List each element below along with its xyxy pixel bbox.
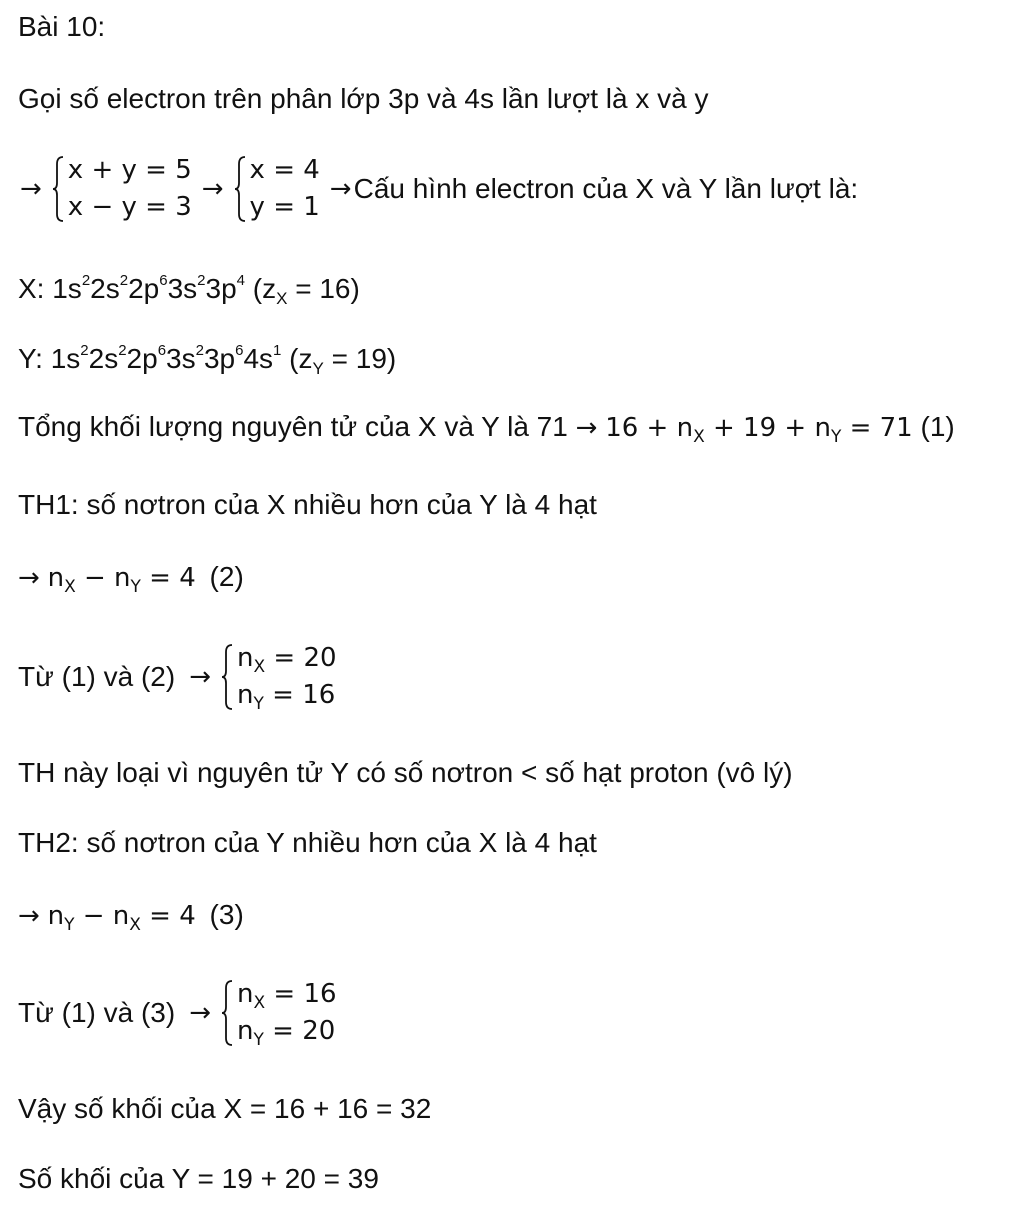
config-y-label: Y: — [18, 343, 51, 374]
case1-equation: $n_X - n_Y = 4$ — [47, 563, 196, 597]
case1-heading: TH1: số nơtron của X nhiều hơn của Y là 4 hạt — [18, 489, 597, 520]
case2-equation-line — [18, 898, 244, 933]
system2-eq2: y = 1 — [249, 192, 320, 222]
problem-title: Bài 10: — [18, 11, 106, 42]
arrow-icon: → — [20, 174, 42, 204]
result-x: Vậy số khối của X = 16 + 16 = 32 — [18, 1093, 432, 1124]
equation-tag-1: (1) — [920, 411, 955, 442]
brace-icon — [221, 644, 233, 710]
case2-from-label: Từ (1) và (3) — [18, 997, 176, 1028]
case2-solution — [18, 976, 337, 1050]
mass-sum-equation: $16 + n_X + 19 + n_Y = 71$ — [605, 413, 913, 447]
intro-text: Gọi số electron trên phân lớp 3p và 4s lần lượt là x và y — [18, 83, 709, 114]
case1-result-ny: $n_Y = 16$ — [237, 680, 336, 714]
result-y: Số khối của Y = 19 + 20 = 39 — [18, 1163, 379, 1194]
case2-result-nx: $n_X = 16$ — [237, 979, 337, 1013]
brace-icon — [221, 980, 233, 1046]
config-x-z: $(z_X = 16)$ — [245, 273, 360, 308]
case1-reject: TH này loại vì nguyên tử Y có số nơtron < số hạt proton (vô lý) — [18, 757, 793, 788]
config-y-orbitals: $1s^22s^22p^63s^23p^64s^1$ — [50, 341, 282, 374]
brace-icon — [234, 156, 246, 222]
case2-result-ny: $n_Y = 20$ — [237, 1016, 336, 1050]
config-y-z: $(z_Y = 19)$ — [281, 343, 397, 378]
brace-icon — [52, 156, 64, 222]
case1-result-nx: $n_X = 20$ — [237, 643, 337, 677]
case1-solution — [18, 640, 337, 714]
case1-from-label: Từ (1) và (2) — [18, 661, 176, 692]
case1-result-system — [219, 640, 337, 714]
mass-sum-line — [18, 410, 955, 445]
mass-sum-text: Tổng khối lượng nguyên tử của X và Y là 71 — [18, 411, 568, 442]
system1-eq1: x + y = 5 — [67, 155, 192, 185]
arrow-icon: → — [201, 174, 224, 204]
config-x-orbitals: $1s^22s^22p^63s^23p^4$ — [52, 271, 245, 304]
arrow-icon: → — [18, 563, 40, 593]
case2-equation: $n_Y - n_X = 4$ — [47, 901, 196, 935]
equation-system-1 — [50, 152, 192, 226]
config-x-label: X: — [18, 273, 53, 304]
case2-heading: TH2: số nơtron của Y nhiều hơn của X là 4 hạt — [18, 827, 597, 858]
case1-equation-line — [18, 560, 244, 595]
arrow-icon: → — [189, 662, 211, 692]
system2-eq1: x = 4 — [249, 155, 320, 185]
config-intro: Cấu hình electron của X và Y lần lượt là: — [353, 173, 859, 204]
arrow-icon: → — [18, 901, 40, 931]
config-x — [18, 272, 360, 306]
config-y — [18, 342, 396, 376]
arrow-icon: → — [329, 174, 352, 204]
system-line-1 — [18, 152, 858, 226]
arrow-icon: → — [575, 413, 598, 443]
case2-result-system — [219, 976, 337, 1050]
equation-system-2 — [232, 152, 320, 226]
system1-eq2: x − y = 3 — [67, 192, 192, 222]
equation-tag-2: (2) — [209, 561, 244, 592]
arrow-icon: → — [189, 998, 211, 1028]
equation-tag-3: (3) — [209, 899, 244, 930]
